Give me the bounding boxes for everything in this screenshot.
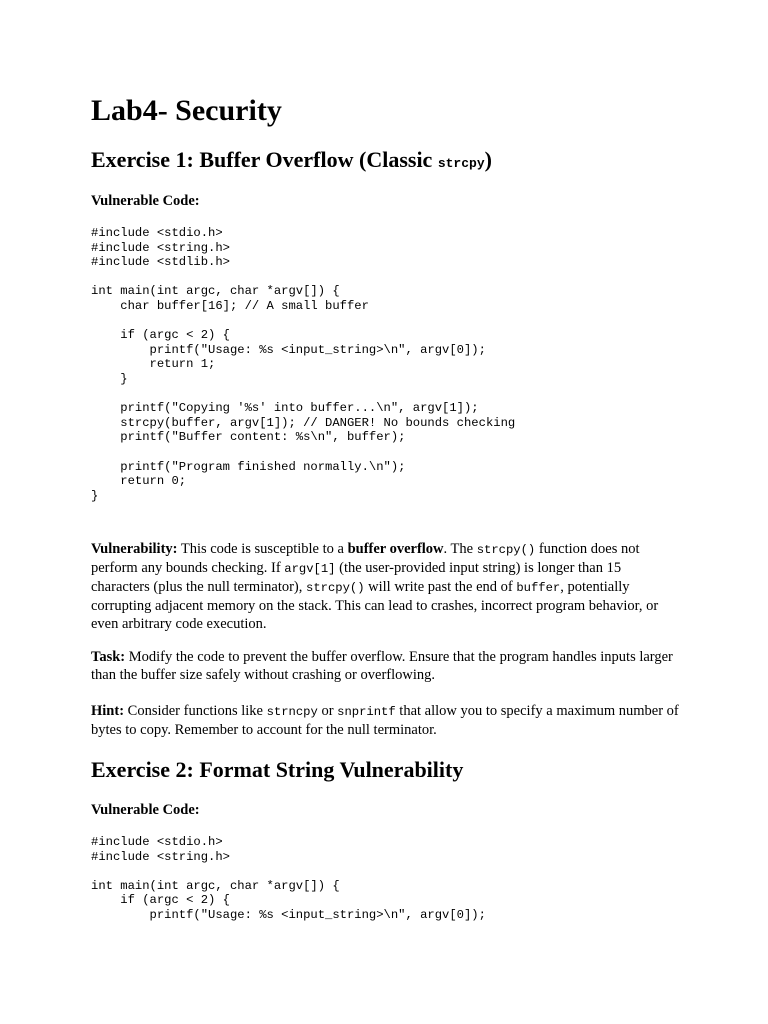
exercise-1-heading-close: ) (484, 147, 492, 172)
snprintf-inline-code: snprintf (337, 705, 396, 719)
task-text: Modify the code to prevent the buffer overflow. Ensure that the program handles inputs larger than the buffer size safely without crashing or overflowing. (91, 649, 673, 684)
vulnerability-text-5: will write past the end of (364, 579, 517, 596)
exercise-1-heading-text: Exercise 1: Buffer Overflow (Classic (91, 147, 438, 172)
vulnerability-label: Vulnerability: (91, 541, 178, 557)
buffer-overflow-term: buffer overflow (347, 541, 444, 557)
exercise-2-vulnerable-code-label: Vulnerable Code: (91, 802, 200, 818)
vulnerability-text-2: . The (443, 541, 477, 557)
task-label: Task: (91, 649, 126, 665)
exercise-1-hint-paragraph (91, 702, 681, 739)
exercise-1-heading-code: strcpy (437, 156, 485, 171)
hint-text-2: or (317, 703, 338, 719)
strcpy-inline-code-2: strcpy() (306, 581, 365, 596)
document-title: Lab4- Security (91, 94, 282, 127)
vulnerability-text-1: This code is susceptible to a (177, 541, 348, 557)
exercise-1-vulnerability-paragraph (91, 540, 681, 633)
argv1-inline-code: argv[1] (284, 562, 336, 577)
exercise-2-code-block: #include <stdio.h> #include <string.h> int main(int argc, char *argv[]) { if (argc < 2) { printf("Usage: %s <input_string>\n", argv[0]); (91, 835, 486, 922)
hint-label: Hint: (91, 703, 125, 719)
strncpy-inline-code: strncpy (266, 705, 318, 719)
vulnerability-text-4: (the user-provided input string) is longer than 15 characters (plus the null terminator), (91, 560, 622, 596)
strcpy-inline-code: strcpy() (476, 543, 536, 557)
vulnerability-text-6: , potentially corrupting adjacent memory on the stack. This can lead to crashes, incorrect program behavior, or even arbitrary code execution. (91, 579, 659, 633)
buffer-inline-code: buffer (516, 581, 561, 596)
hint-text-1: Consider functions like (124, 703, 267, 719)
hint-text-3: that allow you to specify a maximum number of bytes to copy. Remember to account for the null terminator. (91, 703, 679, 739)
exercise-1-code-block: #include <stdio.h> #include <string.h> #include <stdlib.h> int main(int argc, char *argv[]) { char buffer[16]; // A small buffer if (argc < 2) { printf("Usage: %s <input_string>\n", argv[0]); return 1; } printf("Copying '%s' into buffer...\n", argv[1]); strcpy(buffer, argv[1]); // DANGER! No bounds checking printf("Buffer content: %s\n", buffer); printf("Program finished normally.\n"); return 0; } (91, 226, 516, 503)
exercise-1-task-paragraph (91, 648, 681, 684)
exercise-1-heading (91, 146, 492, 178)
exercise-1-vulnerable-code-label: Vulnerable Code: (91, 193, 200, 209)
vulnerability-text-3: function does not perform any bounds checking. If (91, 541, 640, 577)
exercise-2-heading: Exercise 2: Format String Vulnerability (91, 757, 464, 782)
